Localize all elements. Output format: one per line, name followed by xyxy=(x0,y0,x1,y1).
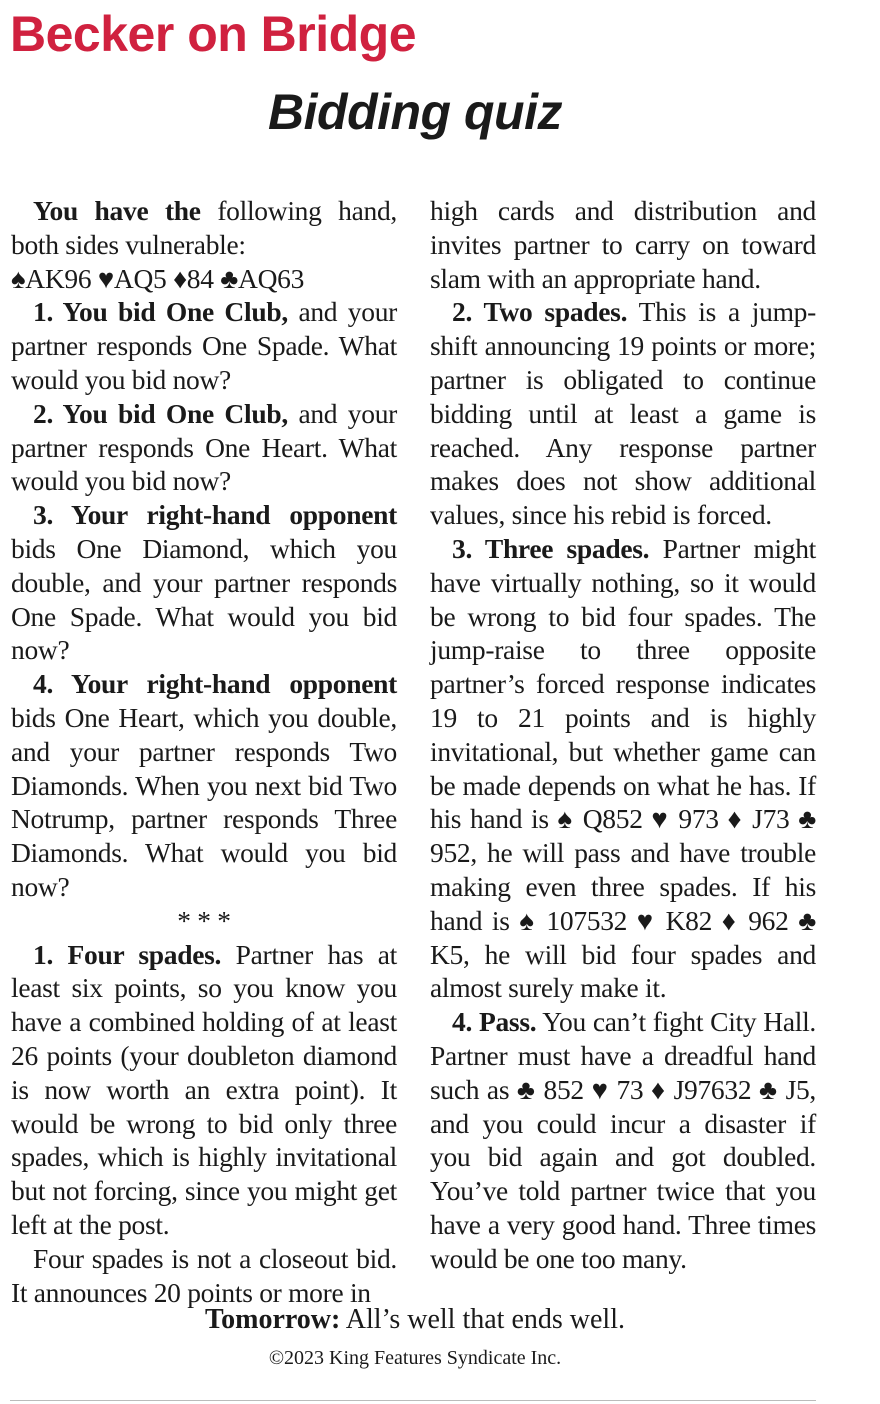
question-1-lead: 1. You bid One Club, xyxy=(33,296,288,328)
answer-3-text: Partner might have virtually nothing, so it would be wrong to bid four spades. The jump-raise to three opposite partner’s forced response indicates 19 to 21 points and is highly invitational, but whether game can be made depends on what he has. If his hand is ♠ Q852 ♥ 973 ♦ J73 ♣ 952, he will pass and have trouble making even three spades. If his hand is ♠ 107532 ♥ K82 ♦ 962 ♣ K5, he will bid four spades and almost surely make it. xyxy=(430,532,816,1004)
answer-3-lead: 3. Three spades. xyxy=(452,532,650,564)
question-2-text: and your partner responds One Heart. What would you bid now? xyxy=(11,397,397,497)
left-column xyxy=(11,194,397,1309)
answer-1-tail: high cards and distribution and invites partner to carry on toward slam with an appropriate hand. xyxy=(430,195,816,294)
answer-4 xyxy=(430,1005,816,1275)
copyright-notice: ©2023 King Features Syndicate Inc. xyxy=(268,1347,562,1369)
tomorrow-teaser xyxy=(0,1302,830,1338)
page-title: Bidding quiz xyxy=(268,84,562,140)
question-1-text: and your partner responds One Spade. What would you bid now? xyxy=(11,296,397,395)
hand-display: ♠AK96 ♥AQ5 ♦84 ♣AQ63 xyxy=(11,262,305,294)
answer-3 xyxy=(430,532,816,1005)
question-4-text: bids One Heart, which you double, and your partner responds Two Diamonds. When you next bid Two Notrump, partner responds Three Diamonds. What would you bid now? xyxy=(11,701,397,902)
answer-1-lead: 1. Four spades. xyxy=(33,938,222,970)
answer-1-continued: Four spades is not a closeout bid. It announces 20 points or more in xyxy=(11,1242,397,1308)
question-1 xyxy=(11,295,397,396)
answer-4-text: You can’t fight City Hall. Partner must have a dreadful hand such as ♣ 852 ♥ 73 ♦ J97632 ♣ J5, and you could incur a disaster if you bid again and got doubled. You’ve told partner twice that you have a very good hand. Three times would be one too many. xyxy=(430,1006,816,1274)
section-separator: * * * xyxy=(177,904,231,936)
question-3 xyxy=(11,498,397,667)
question-2 xyxy=(11,397,397,498)
answer-4-lead: 4. Pass. xyxy=(452,1006,537,1038)
question-2-lead: 2. You bid One Club, xyxy=(33,397,288,429)
right-column xyxy=(430,194,816,1276)
bottom-divider xyxy=(10,1400,816,1401)
masthead: Becker on Bridge xyxy=(10,6,417,62)
question-4-lead: 4. Your right-hand opponent xyxy=(33,668,397,700)
intro-paragraph xyxy=(11,194,397,262)
answer-1 xyxy=(11,938,397,1242)
intro-lead: You have the xyxy=(33,195,201,226)
intro-text: following hand, both sides vulnerable: xyxy=(11,195,397,260)
tomorrow-text: All’s well that ends well. xyxy=(340,1304,625,1335)
answer-2 xyxy=(430,295,816,532)
answer-1-text: Partner has at least six points, so you know you have a combined holding of at least 26 points (your doubleton diamond is now worth an extra point). It would be wrong to bid only three spades, which is highly invitational but not forcing, since you might get left at the post. xyxy=(11,938,398,1240)
answer-2-text: This is a jump-shift announcing 19 points or more; partner is obligated to continue bidding until at least a game is reached. Any response partner makes does not show additional values, since his rebid is forced. xyxy=(430,296,816,531)
question-3-lead: 3. Your right-hand opponent xyxy=(33,499,397,531)
question-4 xyxy=(11,667,397,904)
question-3-text: bids One Diamond, which you double, and your partner responds One Spade. What would you bid now? xyxy=(11,532,397,666)
answer-2-lead: 2. Two spades. xyxy=(452,296,628,328)
tomorrow-label: Tomorrow: xyxy=(205,1304,341,1335)
